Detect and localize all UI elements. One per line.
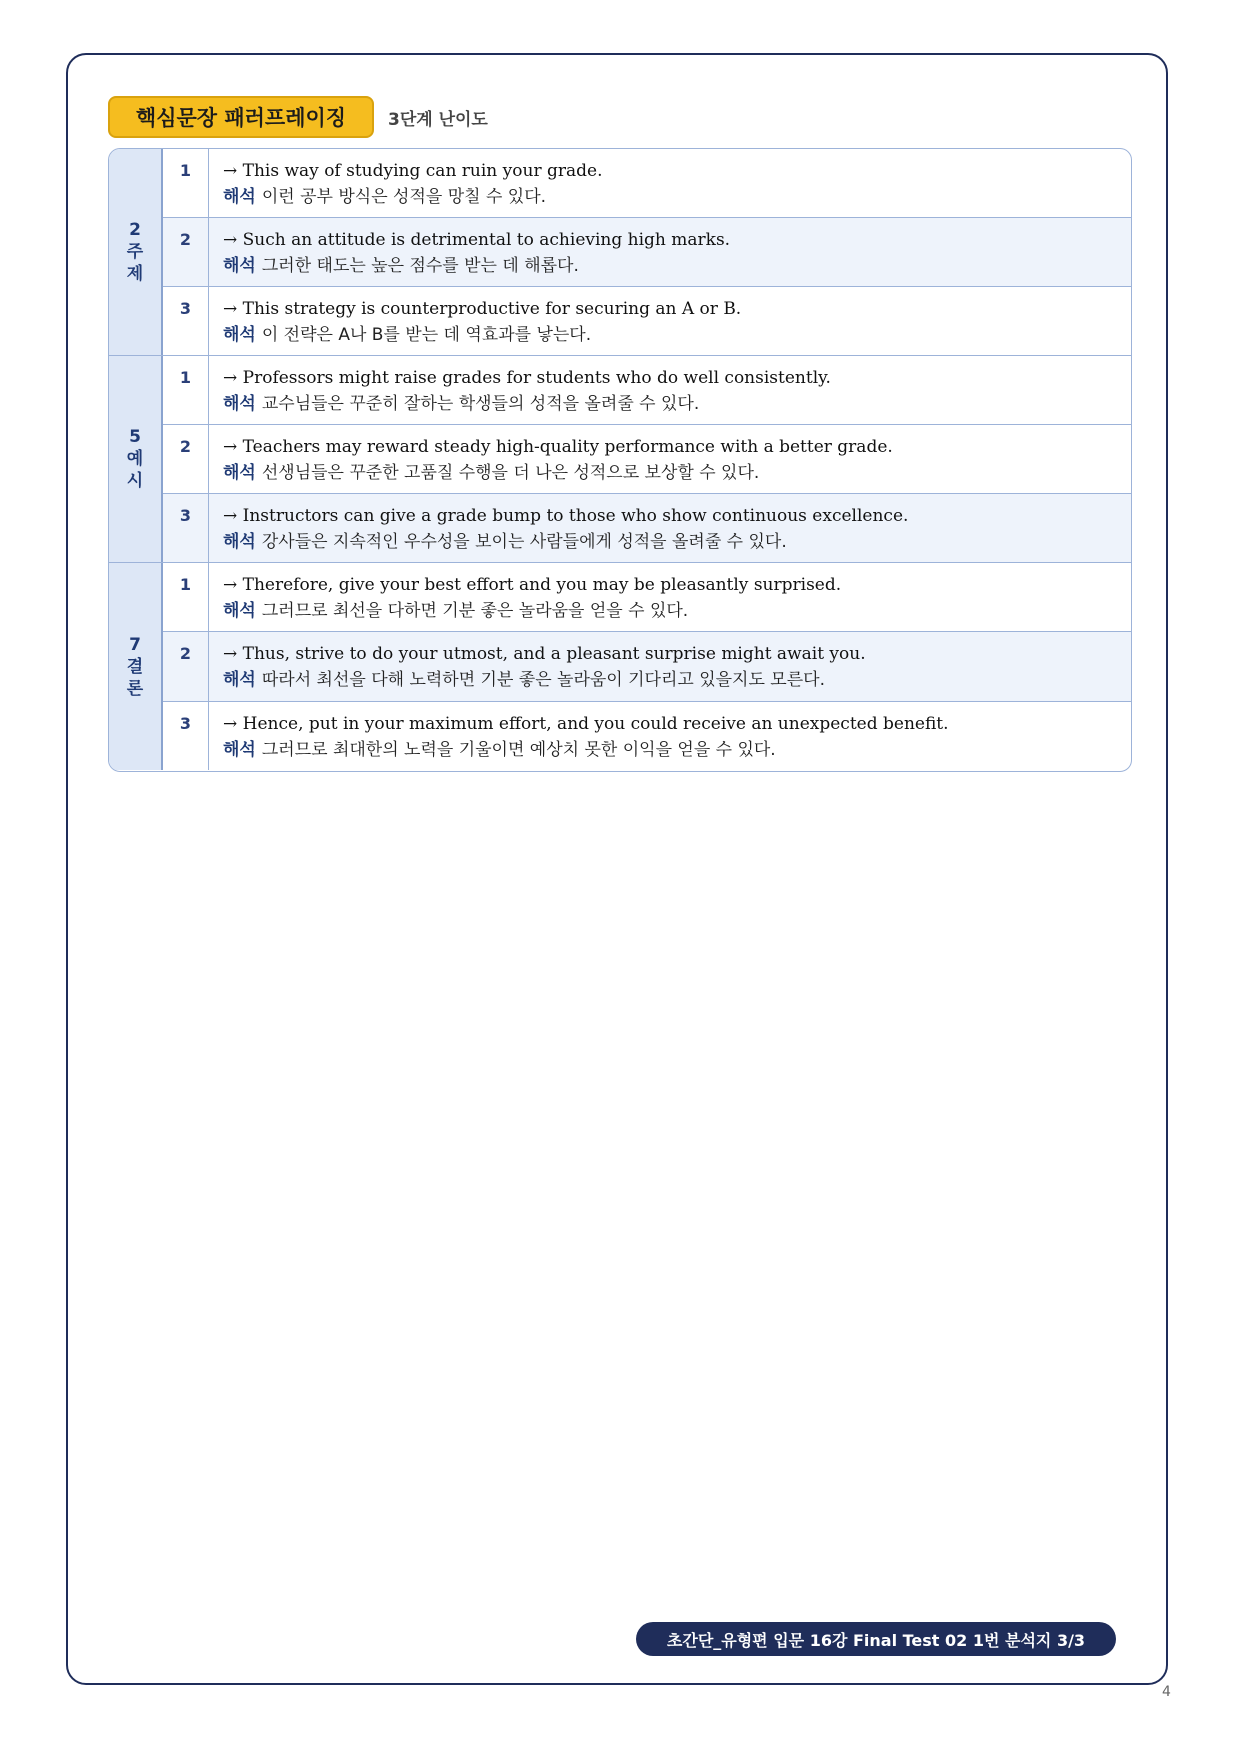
- translation-label: 해석: [223, 532, 256, 552]
- english-sentence: → Therefore, give your best effort and you may be pleasantly surprised.: [223, 575, 842, 595]
- section-title: 핵심문장 패러프레이징: [135, 106, 347, 130]
- translation-label: 해석: [223, 256, 256, 276]
- footer-text: 초간단_유형편 입문 16강 Final Test 02 1번 분석지 3/3: [666, 1630, 1086, 1650]
- english-sentence: → This strategy is counterproductive for securing an A or B.: [223, 299, 742, 319]
- row-number: 3: [163, 702, 209, 770]
- korean-translation: 선생님들은 꾸준한 고품질 수행을 더 나은 성적으로 보상할 수 있다.: [261, 463, 760, 483]
- group-label: [109, 149, 163, 355]
- english-sentence: → Instructors can give a grade bump to those who show continuous excellence.: [223, 506, 909, 526]
- difficulty-level: 3단계 난이도: [388, 109, 488, 130]
- translation-label: 해석: [223, 739, 256, 760]
- group-label-char: 시: [126, 471, 144, 491]
- korean-translation: 그러한 태도는 높은 점수를 받는 데 해롭다.: [261, 256, 579, 276]
- section-title-badge: [108, 96, 374, 138]
- page-number: 4: [1162, 1684, 1171, 1700]
- paraphrase-table: [108, 148, 1132, 772]
- english-sentence: → Such an attitude is detrimental to achieving high marks.: [223, 230, 731, 250]
- korean-translation: 교수님들은 꾸준히 잘하는 학생들의 성적을 올려줄 수 있다.: [261, 394, 700, 414]
- row-number: 1: [163, 356, 209, 424]
- table-row: [163, 287, 1131, 355]
- row-number: 2: [163, 218, 209, 286]
- table-row: [163, 494, 1131, 562]
- group-topic: [109, 149, 1131, 356]
- row-number: 1: [163, 149, 209, 217]
- group-label: [109, 356, 163, 562]
- row-number: 2: [163, 425, 209, 493]
- group-label-char: 주: [126, 242, 144, 262]
- translation-label: 해석: [223, 187, 256, 207]
- translation-label: 해석: [223, 463, 256, 483]
- table-row: [163, 218, 1131, 287]
- english-sentence: → Hence, put in your maximum effort, and you could receive an unexpected benefit.: [223, 713, 949, 734]
- korean-translation: 따라서 최선을 다해 노력하면 기분 좋은 놀라움이 기다리고 있을지도 모른다.: [261, 670, 825, 691]
- korean-translation: 강사들은 지속적인 우수성을 보이는 사람들에게 성적을 올려줄 수 있다.: [261, 532, 787, 552]
- group-label-char: 론: [126, 678, 144, 699]
- english-sentence: → Professors might raise grades for students who do well consistently.: [223, 368, 831, 388]
- group-label-num: 5: [129, 427, 141, 447]
- table-row: [163, 425, 1131, 494]
- english-sentence: → Teachers may reward steady high-quality performance with a better grade.: [223, 437, 893, 457]
- group-conclusion: [109, 563, 1131, 770]
- table-row: [163, 356, 1131, 425]
- row-number: 2: [163, 632, 209, 700]
- group-label: [109, 563, 163, 770]
- group-label-char: 결: [126, 656, 144, 677]
- group-label-char: 예: [126, 449, 144, 469]
- korean-translation: 이 전략은 A나 B를 받는 데 역효과를 낳는다.: [261, 325, 592, 345]
- row-number: 3: [163, 287, 209, 355]
- group-example: [109, 356, 1131, 563]
- row-number: 1: [163, 563, 209, 631]
- english-sentence: → Thus, strive to do your utmost, and a pleasant surprise might await you.: [223, 644, 866, 665]
- translation-label: 해석: [223, 601, 256, 621]
- group-label-char: 제: [126, 264, 144, 284]
- group-label-num: 7: [129, 634, 141, 655]
- row-number: 3: [163, 494, 209, 562]
- korean-translation: 그러므로 최대한의 노력을 기울이면 예상치 못한 이익을 얻을 수 있다.: [261, 739, 776, 760]
- table-row: [163, 149, 1131, 218]
- group-label-num: 2: [129, 220, 141, 240]
- translation-label: 해석: [223, 325, 256, 345]
- table-row: [163, 632, 1131, 701]
- translation-label: 해석: [223, 394, 256, 414]
- english-sentence: → This way of studying can ruin your grade.: [223, 161, 603, 181]
- translation-label: 해석: [223, 670, 256, 691]
- footer-badge: [636, 1622, 1116, 1656]
- table-row: [163, 702, 1131, 770]
- korean-translation: 그러므로 최선을 다하면 기분 좋은 놀라움을 얻을 수 있다.: [261, 601, 689, 621]
- korean-translation: 이런 공부 방식은 성적을 망칠 수 있다.: [261, 187, 547, 207]
- table-row: [163, 563, 1131, 632]
- section-header: [108, 96, 488, 138]
